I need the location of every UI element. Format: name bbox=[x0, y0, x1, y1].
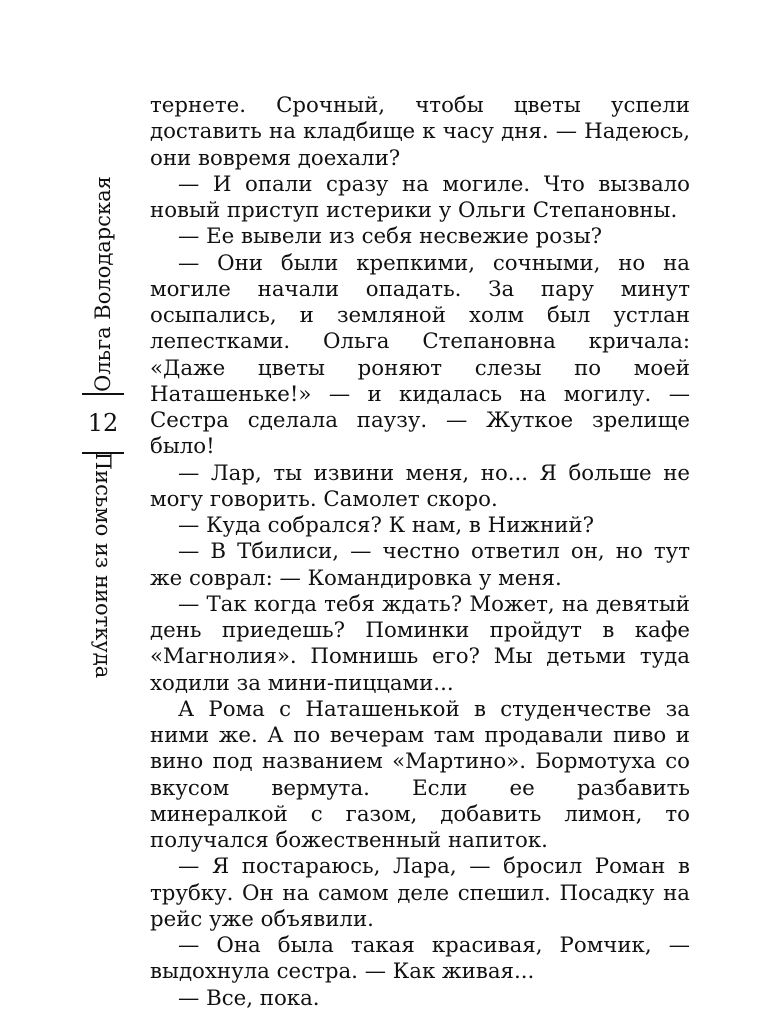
paragraph: — Так когда тебя ждать? Может, на девятый день приедешь? Поминки пройдут в кафе «Магнолия». Помнишь его? Мы детьми туда ходили за мини-пиццами... bbox=[150, 591, 690, 696]
paragraph: — В Тбилиси, — честно ответил он, но тут же соврал: — Командировка у меня. bbox=[150, 539, 690, 591]
paragraph: — Они были крепкими, сочными, но на могиле начали опадать. За пару минут осыпались, и земляной холм был устлан лепестками. Ольга Степановна кричала: «Даже цветы роняют слезы по моей Наташеньке!» — и кидалась на могилу. — Сестра сделала паузу. — Жуткое зрелище было! bbox=[150, 250, 690, 460]
paragraph: — Она была такая красивая, Ромчик, — выдохнула сестра. — Как живая... bbox=[150, 933, 690, 985]
paragraph: — Куда собрался? К нам, в Нижний? bbox=[178, 513, 595, 538]
body-text bbox=[150, 93, 690, 1012]
header-divider-top bbox=[82, 393, 124, 395]
paragraph: тернете. Срочный, чтобы цветы успели доставить на кладбище к часу дня. — Надеюсь, они вовремя доехали? bbox=[150, 93, 690, 171]
paragraph: А Рома с Наташенькой в студенчестве за ними же. А по вечерам там продавали пиво и вино под названием «Мартино». Бормотуха со вкусом вермута. Если ее разбавить минералкой с газом, добавить лимон, то получался божественный напиток. bbox=[150, 696, 690, 853]
page-number: 12 bbox=[87, 409, 119, 437]
paragraph: — Я постараюсь, Лара, — бросил Роман в трубку. Он на самом деле спешил. Посадку на рейс уже объявили. bbox=[150, 854, 690, 932]
book-title: Письмо из ниоткуда bbox=[91, 451, 115, 679]
paragraph: — И опали сразу на могиле. Что вызвало новый приступ истерики у Ольги Степановны. bbox=[150, 171, 690, 223]
author-name: Ольга Володарская bbox=[91, 176, 115, 392]
paragraph: — Лар, ты извини меня, но... Я больше не могу говорить. Самолет скоро. bbox=[150, 460, 690, 512]
paragraph: — Ее вывели из себя несвежие розы? bbox=[178, 224, 603, 250]
paragraph: — Все, пока. bbox=[178, 985, 320, 1011]
